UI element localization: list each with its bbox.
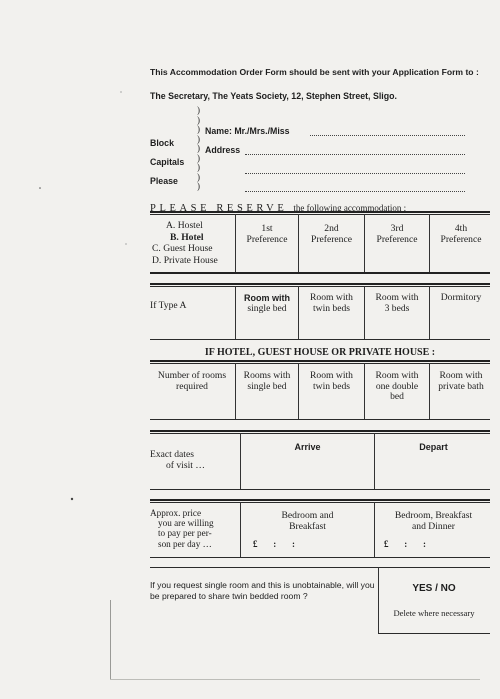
brace-symbol: ) ) ) ) ) ) ) ) ) — [197, 105, 200, 191]
block-label: Block — [150, 138, 174, 148]
bed-breakfast-dinner-label — [375, 511, 492, 532]
share-question: If you request single room and this is unobtainable, will you be prepared to share twin bedded room ? — [150, 580, 375, 601]
reserve-subtitle: the following accommodation : — [293, 203, 407, 213]
rooms-twin-line2: twin beds — [312, 380, 351, 392]
rule — [150, 283, 490, 285]
secretary-address: The Secretary, The Yeats Society, 12, Stephen Street, Sligo. — [150, 91, 397, 101]
type-guest-house: C. Guest House — [152, 243, 213, 254]
intro-text: This Accommodation Order Form should be sent with your Application Form to : — [150, 67, 479, 77]
rooms-required-label — [150, 371, 234, 392]
bed-breakfast-label — [241, 511, 374, 532]
price-label-line2: you are willing — [158, 518, 214, 529]
bed-breakfast-dinner-amount-field[interactable]: £ : : — [384, 539, 426, 549]
rule — [150, 567, 490, 568]
rooms-double-line2: one double — [375, 380, 419, 392]
preference-3-box[interactable] — [365, 224, 429, 245]
rooms-twin-box[interactable] — [299, 371, 364, 392]
rule — [150, 339, 490, 340]
address-label: Address — [205, 145, 241, 155]
preference-2-label: Preference — [310, 233, 352, 245]
rule — [150, 363, 490, 364]
type-a-three-line1: Room with — [375, 292, 419, 303]
address-field-line-2[interactable] — [245, 173, 465, 174]
preference-2-ordinal: 2nd — [324, 223, 339, 234]
type-hostel: A. Hostel — [166, 220, 203, 231]
address-field-line-1[interactable] — [245, 154, 465, 155]
preference-3-ordinal: 3rd — [390, 223, 404, 234]
rooms-single-box[interactable] — [236, 371, 298, 392]
delete-note: Delete where necessary — [393, 608, 475, 618]
name-field[interactable] — [310, 135, 465, 136]
preference-3-label: Preference — [376, 233, 418, 245]
type-a-twin-box[interactable] — [299, 293, 364, 314]
rooms-single-line1: Rooms with — [243, 370, 291, 381]
rooms-required-line1: Number of rooms — [157, 370, 227, 381]
preference-4-label: Preference — [440, 233, 482, 245]
rooms-single-line2: single bed — [247, 380, 287, 392]
bed-breakfast-line1: Bedroom and — [281, 510, 334, 521]
type-a-twin-line2: twin beds — [312, 302, 351, 314]
rule — [150, 272, 490, 274]
rule — [150, 502, 490, 503]
hotel-section-heading: IF HOTEL, GUEST HOUSE OR PRIVATE HOUSE : — [204, 347, 436, 358]
rule — [150, 499, 490, 501]
reserve-title: PLEASE RESERVE — [150, 203, 288, 214]
rule — [150, 489, 490, 490]
rooms-double-line3: bed — [390, 391, 404, 402]
bed-breakfast-amount-field[interactable]: £ : : — [253, 539, 295, 549]
please-label: Please — [150, 176, 178, 186]
preference-4-ordinal: 4th — [454, 223, 468, 234]
accommodation-types — [150, 220, 234, 266]
rooms-double-line1: Room with — [375, 370, 419, 381]
depart-label: Depart — [419, 442, 448, 452]
name-label: Name: Mr./Mrs./Miss — [205, 126, 290, 136]
bed-breakfast-dinner-line1: Bedroom, Breakfast — [394, 510, 473, 521]
depart-field[interactable] — [375, 455, 492, 488]
rule — [150, 286, 490, 287]
type-a-three-box[interactable] — [365, 293, 429, 314]
rule — [150, 557, 490, 558]
preference-2-box[interactable] — [299, 224, 364, 245]
visit-dates-line2: of visit … — [166, 459, 205, 471]
arrive-label: Arrive — [294, 442, 321, 452]
divider — [378, 567, 379, 633]
bed-breakfast-line2: Breakfast — [289, 520, 326, 532]
type-a-dormitory-box[interactable] — [430, 293, 492, 304]
rooms-twin-line1: Room with — [310, 370, 353, 381]
rule — [150, 433, 490, 434]
binding-foot-line — [110, 679, 480, 681]
bed-breakfast-dinner-line2: and Dinner — [412, 520, 455, 532]
rooms-private-bath-line2: private bath — [438, 380, 484, 392]
rule — [150, 419, 490, 420]
price-label-line1: Approx. price — [150, 508, 202, 518]
rule — [150, 211, 490, 213]
binding-line — [110, 600, 112, 680]
price-label-line3: to pay per per- — [158, 528, 212, 539]
address-field-line-3[interactable] — [245, 191, 465, 192]
price-label — [150, 508, 240, 549]
type-a-single-line2: single bed — [247, 302, 287, 314]
preference-4-box[interactable] — [430, 224, 492, 245]
rule — [150, 214, 490, 215]
type-a-single-line1: Room with — [244, 293, 290, 303]
rooms-double-box[interactable] — [365, 371, 429, 403]
type-a-dormitory-label: Dormitory — [440, 292, 482, 303]
arrive-field[interactable] — [241, 455, 374, 488]
type-hotel: B. Hotel — [170, 231, 204, 243]
rooms-private-bath-box[interactable] — [430, 371, 492, 392]
rule — [378, 633, 490, 634]
type-a-label: If Type A — [150, 300, 187, 311]
preference-1-box[interactable] — [236, 224, 298, 245]
rule — [150, 360, 490, 362]
price-label-line4: son per day … — [158, 538, 212, 549]
preference-1-label: Preference — [246, 233, 288, 245]
preference-1-ordinal: 1st — [261, 223, 273, 234]
type-a-three-line2: 3 beds — [384, 302, 410, 314]
rule — [150, 430, 490, 432]
visit-dates-label — [150, 450, 238, 471]
rooms-required-line2: required — [176, 380, 208, 392]
visit-dates-line1: Exact dates — [150, 449, 194, 460]
type-a-twin-line1: Room with — [310, 292, 353, 303]
capitals-label: Capitals — [150, 157, 185, 167]
type-a-single-box[interactable] — [236, 293, 298, 314]
yes-no-option[interactable]: YES / NO — [412, 583, 456, 594]
type-private-house: D. Private House — [152, 254, 218, 266]
rooms-private-bath-line1: Room with — [439, 370, 483, 381]
